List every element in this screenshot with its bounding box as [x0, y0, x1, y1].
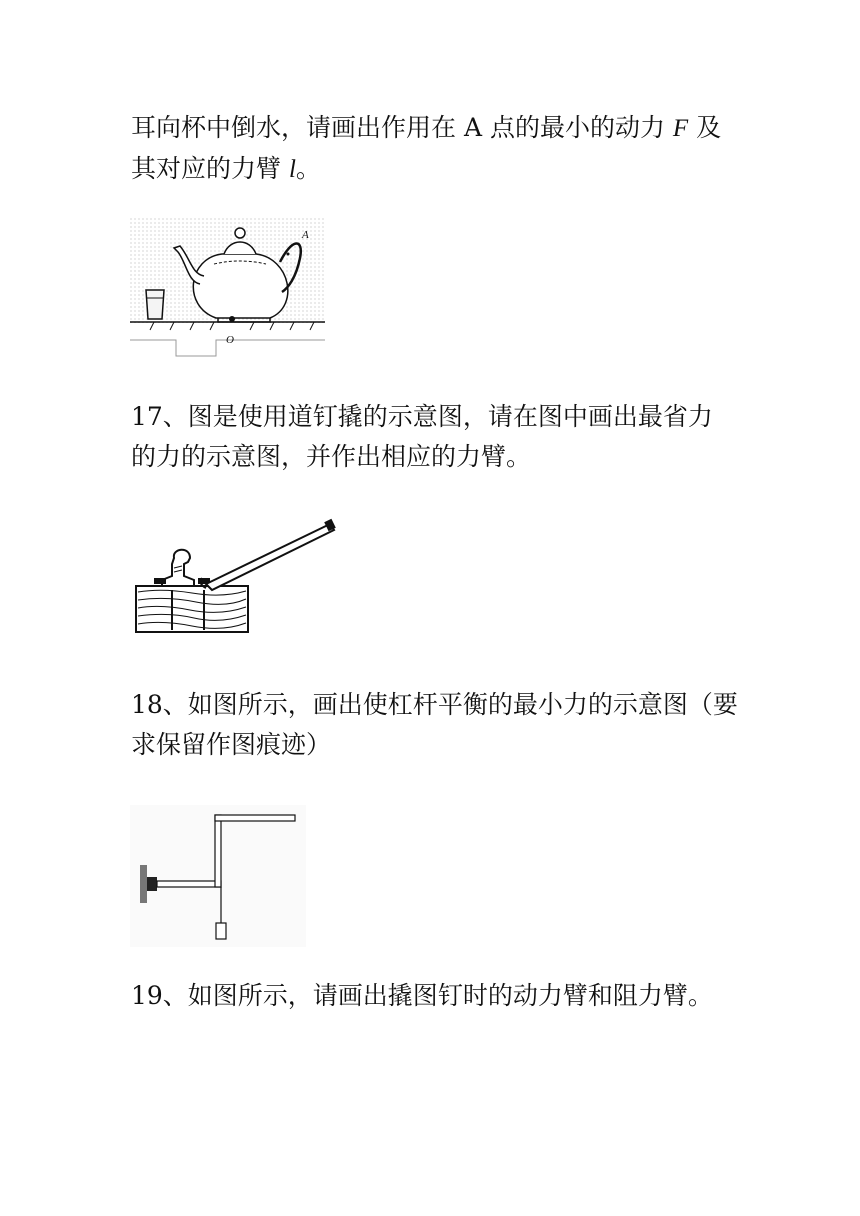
crowbar-figure: [132, 518, 342, 638]
pivot-point-o: [229, 316, 235, 322]
crowbar-icon: [201, 519, 336, 590]
q16-text: [131, 108, 741, 190]
q17-line-1: 17、图是使用道钉撬的示意图，请在图中画出最省力: [131, 402, 713, 431]
q18-line-2: 求保留作图痕迹）: [131, 730, 332, 759]
sleeper-icon: [136, 586, 248, 632]
q16-line-1: 耳向杯中倒水，请画出作用在 A 点的最小的动力 F 及: [131, 113, 722, 142]
q19-text: [131, 976, 741, 1016]
q16-line-2: 其对应的力臂 l。: [131, 154, 321, 183]
wall-icon: [140, 865, 147, 903]
q17-text: [131, 397, 741, 477]
q19-line-1: 19、如图所示，请画出撬图钉时的动力臂和阻力臂。: [131, 981, 713, 1010]
lever-figure: [130, 805, 310, 950]
hinge-icon: [147, 877, 157, 891]
teapot-figure: [130, 218, 330, 358]
q18-line-1: 18、如图所示，画出使杠杆平衡的最小力的示意图（要: [131, 690, 738, 719]
cup-icon: [146, 290, 164, 319]
label-o: O: [226, 334, 234, 346]
label-a: A: [302, 229, 309, 241]
q17-line-2: 的力的示意图，并作出相应的力臂。: [131, 442, 532, 471]
q18-text: [131, 685, 741, 765]
weight-icon: [216, 923, 226, 939]
